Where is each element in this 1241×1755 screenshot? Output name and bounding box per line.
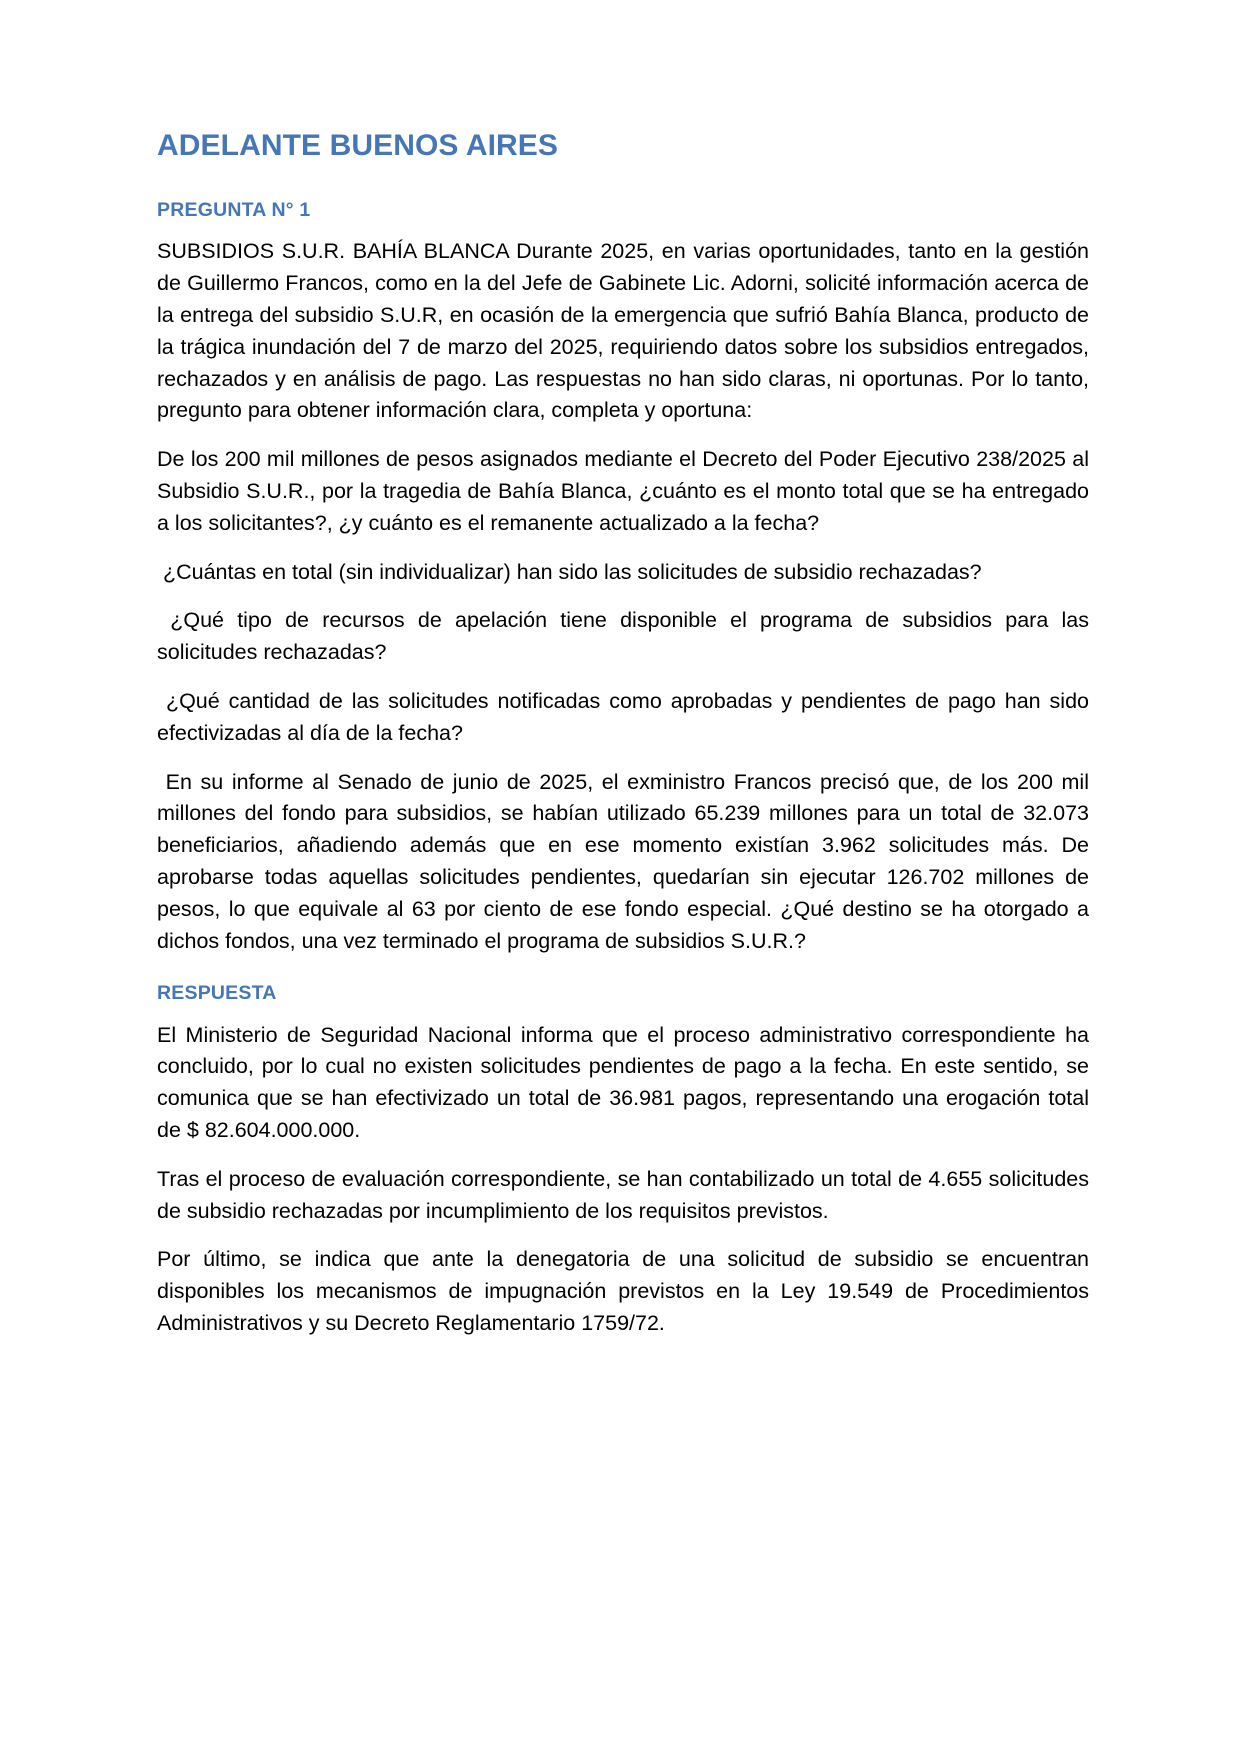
answer-paragraph-2: Tras el proceso de evaluación correspondiente, se han contabilizado un total de 4.655 solicitudes de subsidio rechazadas por incumplimiento de los requisitos previstos. bbox=[157, 1166, 1095, 1223]
question-paragraph-6: En su informe al Senado de junio de 2025, el exministro Francos precisó que, de los 200 mil millones del fondo para subsidios, se habían utilizado 65.239 millones para un total de 32.073 beneficiarios, añadiendo además que en ese momento existían 3.962 solicitudes más. De aprobarse todas aquellas solicitudes pendientes, quedarían sin ejecutar 126.702 millones de pesos, lo que equivale al 63 por ciento de ese fondo especial. ¿Qué destino se ha otorgado a dichos fondos, una vez terminado el programa de subsidios S.U.R.? bbox=[157, 769, 1095, 953]
page-title: ADELANTE BUENOS AIRES bbox=[157, 129, 559, 162]
question-section-heading: PREGUNTA N° 1 bbox=[157, 199, 311, 221]
answer-section-heading: RESPUESTA bbox=[157, 982, 277, 1005]
question-paragraph-1: SUBSIDIOS S.U.R. BAHÍA BLANCA Durante 2025, en varias oportunidades, tanto en la gestión de Guillermo Francos, como en la del Jefe de Gabinete Lic. Adorni, solicité información acerca de la entrega del subsidio S.U.R, en ocasión de la emergencia que sufrió Bahía Blanca, producto de la trágica inundación del 7 de marzo del 2025, requiriendo datos sobre los subsidios entregados, rechazados y en análisis de pago. Las respuestas no han sido claras, ni oportunas. Por lo tanto, pregunto para obtener información clara, completa y oportuna: bbox=[157, 239, 1095, 423]
answer-paragraph-3: Por último, se indica que ante la denegatoria de una solicitud de subsidio se encuentran disponibles los mecanismos de impugnación previstos en la Ley 19.549 de Procedimientos Administrativos y su Decreto Reglamentario 1759/72. bbox=[157, 1247, 1095, 1336]
question-paragraph-5: ¿Qué cantidad de las solicitudes notificadas como aprobadas y pendientes de pago han sido efectivizadas al día de la fecha? bbox=[157, 688, 1095, 745]
question-paragraph-4: ¿Qué tipo de recursos de apelación tiene disponible el programa de subsidios para las solicitudes rechazadas? bbox=[157, 608, 1095, 665]
question-paragraph-2: De los 200 mil millones de pesos asignados mediante el Decreto del Poder Ejecutivo 238/2025 al Subsidio S.U.R., por la tragedia de Bahía Blanca, ¿cuánto es el monto total que se ha entregado a los solicitantes?, ¿y cuánto es el remanente actualizado a la fecha? bbox=[157, 447, 1095, 535]
answer-paragraph-1: El Ministerio de Seguridad Nacional informa que el proceso administrativo correspondiente ha concluido, por lo cual no existen solicitudes pendientes de pago a la fecha. En este sentido, se comunica que se han efectivizado un total de 36.981 pagos, representando una erogación total de $ 82.604.000.000. bbox=[157, 1022, 1095, 1143]
question-paragraph-3: ¿Cuántas en total (sin individualizar) han sido las solicitudes de subsidio rechazadas? bbox=[157, 559, 982, 584]
